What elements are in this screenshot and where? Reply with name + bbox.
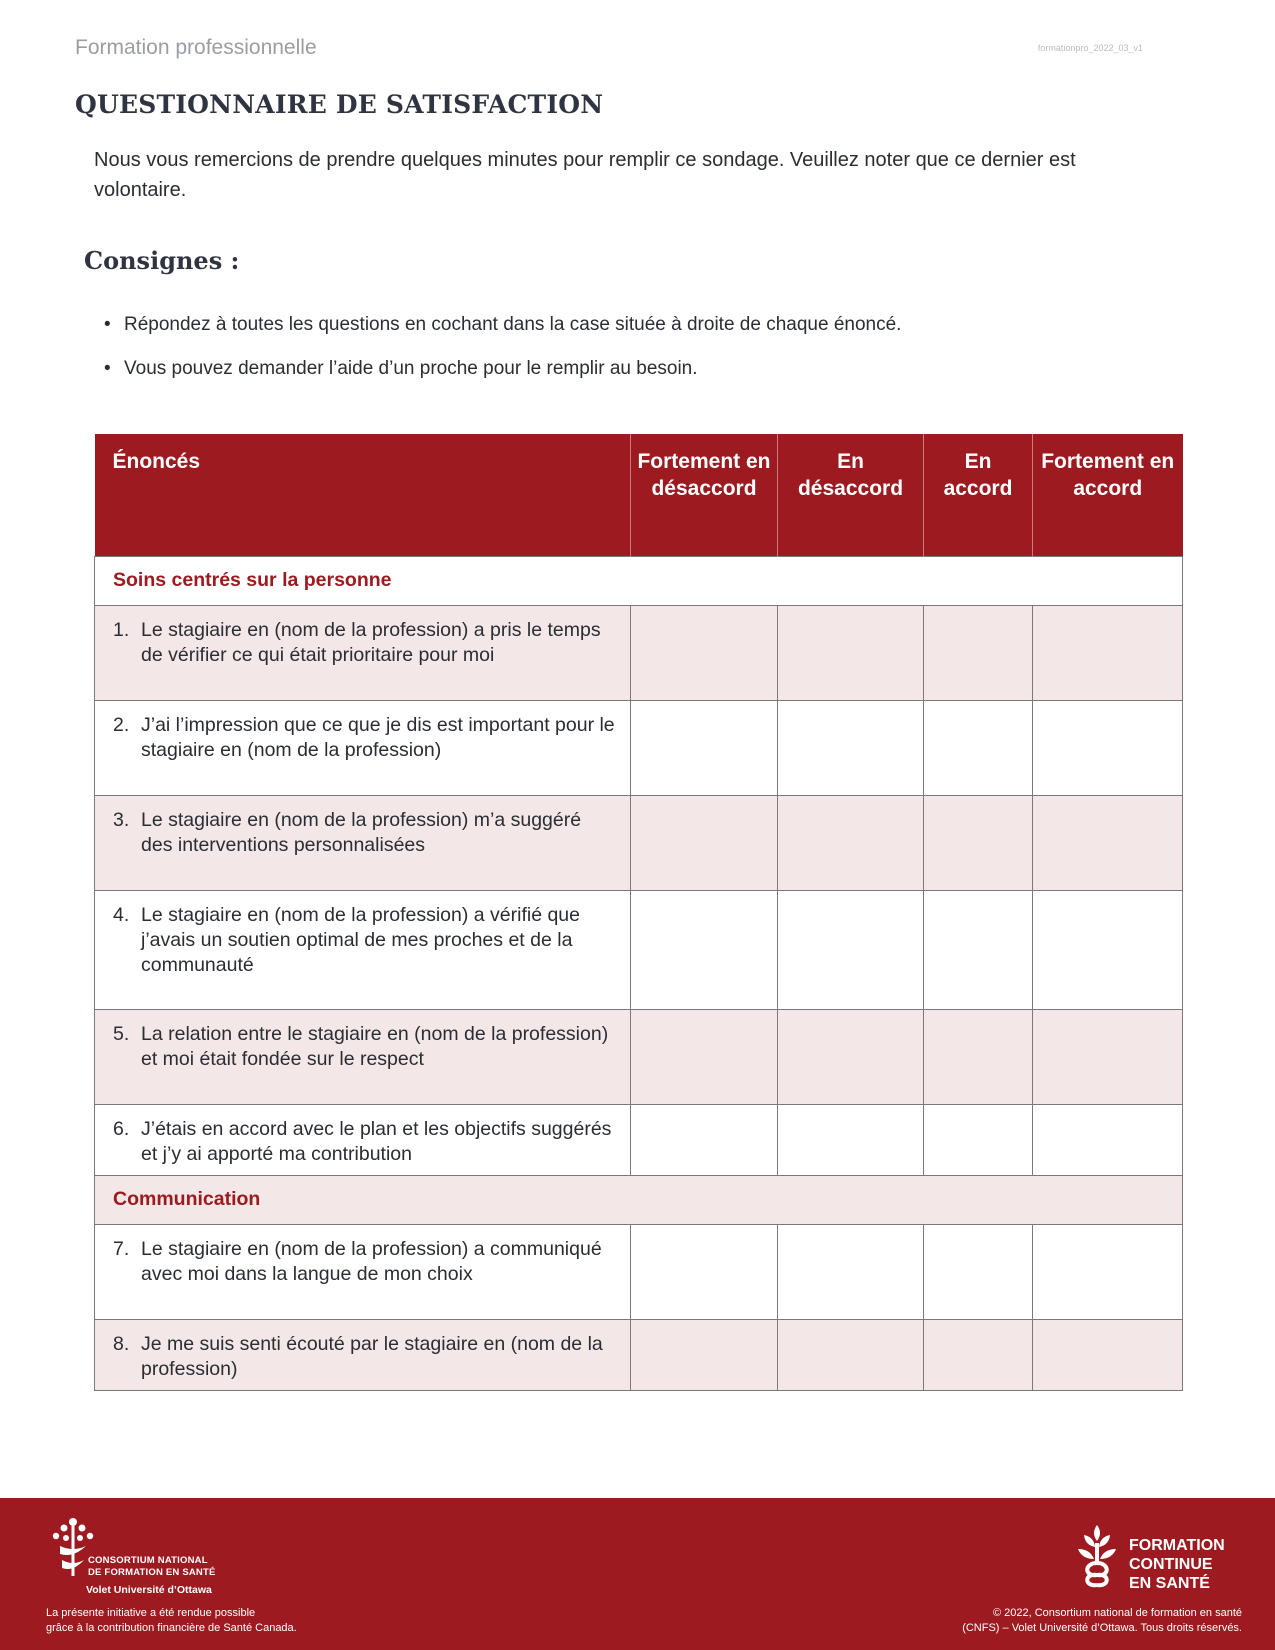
fcs-plant-logo-icon <box>1072 1523 1122 1589</box>
question-text: J’ai l’impression que ce que je dis est important pour le stagiaire en (nom de la profession) <box>141 714 615 761</box>
answer-cell-agree[interactable] <box>924 1320 1033 1391</box>
page-title: QUESTIONNAIRE DE SATISFACTION <box>75 90 604 119</box>
funding-note-line2: grâce à la contribution financière de Santé Canada. <box>46 1622 297 1634</box>
cnfs-name-line3: Volet Université d’Ottawa <box>86 1584 212 1596</box>
question-number: 8. <box>113 1333 130 1355</box>
statement-cell <box>95 1010 631 1105</box>
answer-cell-disagree[interactable] <box>778 1010 924 1105</box>
question-text: Le stagiaire en (nom de la profession) m’a suggéré des interventions personnalisées <box>141 809 582 856</box>
funding-note-line1: La présente initiative a été rendue possible <box>46 1607 256 1619</box>
fcs-logo-line1: FORMATION <box>1129 1537 1225 1554</box>
answer-cell-disagree[interactable] <box>778 701 924 796</box>
intro-text: Nous vous remercions de prendre quelques minutes pour remplir ce sondage. Veuillez noter que ce dernier est volontaire. <box>94 149 1076 201</box>
statement-cell <box>95 891 631 1010</box>
column-header-strongly-agree: Fortement en accord <box>1033 434 1183 557</box>
table-row <box>95 1225 1183 1320</box>
answer-cell-agree[interactable] <box>924 701 1033 796</box>
answer-cell-strongly-disagree[interactable] <box>631 1225 778 1320</box>
statement-cell <box>95 606 631 701</box>
footer-band <box>0 1498 1275 1650</box>
question-number: 6. <box>113 1118 130 1140</box>
bullet-icon: • <box>104 358 111 379</box>
question-number: 3. <box>113 809 130 831</box>
funding-note <box>46 1606 297 1636</box>
question-number: 5. <box>113 1023 130 1045</box>
answer-cell-strongly-disagree[interactable] <box>631 1010 778 1105</box>
document-code: formationpro_2022_03_v1 <box>1037 43 1143 53</box>
instruction-text: Répondez à toutes les questions en cochant dans la case située à droite de chaque énoncé. <box>124 314 902 335</box>
answer-cell-disagree[interactable] <box>778 606 924 701</box>
fcs-logo-line2: CONTINUE <box>1129 1556 1213 1573</box>
instruction-item <box>104 358 901 402</box>
section-title: Soins centrés sur la personne <box>95 557 1183 606</box>
answer-cell-strongly-agree[interactable] <box>1033 1105 1183 1176</box>
question-text: Le stagiaire en (nom de la profession) a pris le temps de vérifier ce qui était prioritaire pour moi <box>141 619 601 666</box>
column-header-strongly-disagree: Fortement en désaccord <box>631 434 778 557</box>
answer-cell-strongly-disagree[interactable] <box>631 701 778 796</box>
answer-cell-strongly-disagree[interactable] <box>631 606 778 701</box>
answer-cell-agree[interactable] <box>924 1010 1033 1105</box>
answer-cell-strongly-disagree[interactable] <box>631 891 778 1010</box>
column-header-statements: Énoncés <box>95 434 631 557</box>
column-header-agree: En accord <box>924 434 1033 557</box>
section-row <box>95 1176 1183 1225</box>
answer-cell-disagree[interactable] <box>778 796 924 891</box>
answer-cell-disagree[interactable] <box>778 1105 924 1176</box>
question-number: 1. <box>113 619 130 641</box>
answer-cell-agree[interactable] <box>924 1225 1033 1320</box>
statement-cell <box>95 1320 631 1391</box>
table-row <box>95 701 1183 796</box>
copyright-note <box>962 1606 1242 1636</box>
question-number: 2. <box>113 714 130 736</box>
answer-cell-strongly-disagree[interactable] <box>631 796 778 891</box>
column-header-disagree: En désaccord <box>778 434 924 557</box>
answer-cell-strongly-agree[interactable] <box>1033 1320 1183 1391</box>
statement-cell <box>95 796 631 891</box>
instructions-list <box>104 314 901 402</box>
question-number: 4. <box>113 904 130 926</box>
satisfaction-table <box>94 434 1183 1391</box>
table-row <box>95 606 1183 701</box>
table-row <box>95 1010 1183 1105</box>
question-text: Le stagiaire en (nom de la profession) a vérifié que j’avais un soutien optimal de mes proches et de la communauté <box>141 904 580 976</box>
statement-cell <box>95 1105 631 1176</box>
question-text: Je me suis senti écouté par le stagiaire en (nom de la profession) <box>141 1333 603 1380</box>
answer-cell-strongly-agree[interactable] <box>1033 891 1183 1010</box>
answer-cell-disagree[interactable] <box>778 1320 924 1391</box>
table-row <box>95 891 1183 1010</box>
answer-cell-strongly-agree[interactable] <box>1033 796 1183 891</box>
document-category: Formation professionnelle <box>75 36 317 59</box>
answer-cell-strongly-disagree[interactable] <box>631 1320 778 1391</box>
table-row <box>95 1105 1183 1176</box>
answer-cell-disagree[interactable] <box>778 1225 924 1320</box>
statement-cell <box>95 701 631 796</box>
answer-cell-agree[interactable] <box>924 891 1033 1010</box>
answer-cell-disagree[interactable] <box>778 891 924 1010</box>
question-text: Le stagiaire en (nom de la profession) a communiqué avec moi dans la langue de mon choix <box>141 1238 602 1285</box>
answer-cell-agree[interactable] <box>924 606 1033 701</box>
instruction-text: Vous pouvez demander l’aide d’un proche pour le remplir au besoin. <box>124 358 698 379</box>
answer-cell-agree[interactable] <box>924 1105 1033 1176</box>
fcs-logo-text <box>1129 1536 1225 1593</box>
answer-cell-agree[interactable] <box>924 796 1033 891</box>
cnfs-name-line2: DE FORMATION EN SANTÉ <box>88 1567 216 1578</box>
copyright-line2: (CNFS) – Volet Université d’Ottawa. Tous droits réservés. <box>962 1622 1242 1634</box>
answer-cell-strongly-agree[interactable] <box>1033 1225 1183 1320</box>
question-number: 7. <box>113 1238 130 1260</box>
table-row <box>95 796 1183 891</box>
answer-cell-strongly-agree[interactable] <box>1033 701 1183 796</box>
answer-cell-strongly-agree[interactable] <box>1033 606 1183 701</box>
question-text: J’étais en accord avec le plan et les objectifs suggérés et j’y ai apporté ma contribution <box>141 1118 612 1165</box>
instruction-item <box>104 314 901 358</box>
copyright-line1: © 2022, Consortium national de formation en santé <box>992 1607 1242 1619</box>
answer-cell-strongly-disagree[interactable] <box>631 1105 778 1176</box>
fcs-logo-line3: EN SANTÉ <box>1129 1575 1210 1592</box>
table-row <box>95 1320 1183 1391</box>
section-title: Communication <box>95 1176 1183 1225</box>
question-text: La relation entre le stagiaire en (nom de la profession) et moi était fondée sur le respect <box>141 1023 609 1070</box>
table-header-row <box>95 434 1183 557</box>
section-row <box>95 557 1183 606</box>
statement-cell <box>95 1225 631 1320</box>
bullet-icon: • <box>104 314 111 335</box>
answer-cell-strongly-agree[interactable] <box>1033 1010 1183 1105</box>
cnfs-name-line1: CONSORTIUM NATIONAL <box>88 1555 208 1566</box>
instructions-heading: Consignes : <box>84 246 240 275</box>
